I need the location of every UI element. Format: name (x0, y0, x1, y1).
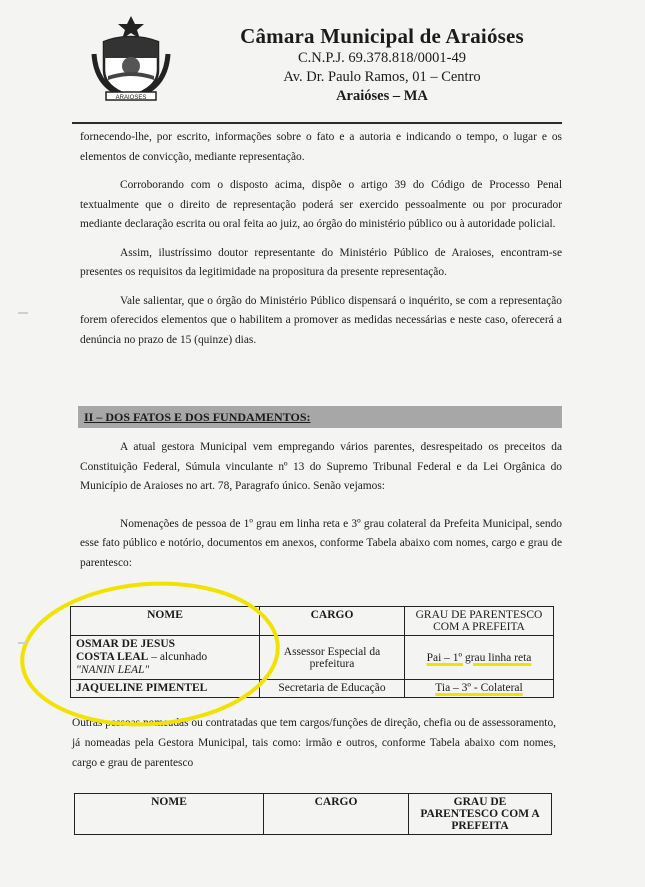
address-line: Av. Dr. Paulo Ramos, 01 – Centro (283, 69, 481, 85)
paragraph-3: Assim, ilustríssimo doutor representante do Ministério Público de Araioses, encontram-se presentes os requisitos da legitimidade na propositura da presente representação. (80, 246, 562, 278)
scan-artifact (18, 642, 28, 644)
paragraph-2: Corroborando com o disposto acima, dispõe o artigo 39 do Código de Processo Penal textualmente que o direito de representação poderá ser exercido pessoalmente ou por procurador mediante declaração escrita ou oral feita ao juiz, ao órgão do ministério público ou à autoridade policial. (80, 179, 562, 230)
paragraph-1: fornecendo-lhe, por escrito, informações sobre o fato e a autoria e indicando o tempo, o lugar e os elementos de convicção, mediante representação. (80, 131, 562, 163)
col-header-nome: NOME (75, 794, 264, 835)
cell-name: JAQUELINE PIMENTEL (71, 680, 260, 698)
col-header-cargo: CARGO (260, 607, 405, 636)
paragraph-4: Vale salientar, que o órgão do Ministério Público dispensará o inquérito, se com a representação forem oferecidos elementos que o habilitem a promover as medidas necessárias e neste caso, oferecerá a denúncia no prazo de 15 (quinze) dias. (80, 294, 562, 346)
highlight-circle (17, 575, 282, 733)
name-part-2: COSTA LEAL (76, 651, 149, 663)
col-header-cargo: CARGO (264, 794, 409, 835)
name-part-1: OSMAR DE JESUS (76, 638, 176, 650)
col-header-nome: NOME (71, 607, 260, 636)
after-table-paragraph: Outras pessoas nomeadas ou contratadas que tem cargos/funções de direção, chefia ou de assessoramento, já nomeadas pela Gestora Municipal, tais como: irmão e outros, conforme Tabela abaixo com nomes, cargo e grau de parentesco (72, 717, 556, 769)
section-heading: II – DOS FATOS E DOS FUNDAMENTOS: (78, 406, 562, 428)
cnpj-line: C.N.P.J. 69.378.818/0001-49 (298, 50, 466, 66)
cell-cargo: Assessor Especial da prefeitura (260, 636, 405, 680)
crest-ribbon-text: ARAIOSES (115, 95, 147, 101)
section-paragraph-2: Nomenações de pessoa de 1º grau em linha reta e 3º grau colateral da Prefeita Municipal, sendo esse fato público e notório, documentos em anexos, conforme Tabela abaixo com nomes, cargo e grau de parentesco: (80, 517, 562, 569)
cell-cargo: Secretaria de Educação (260, 680, 405, 698)
institution-title: Câmara Municipal de Araióses (240, 24, 524, 48)
city-line: Araióses – MA (336, 88, 428, 104)
grau-highlight: Tia – 3º - Colateral (435, 682, 523, 694)
alias-prefix: – alcunhado (151, 651, 208, 663)
section-paragraph-1: A atual gestora Municipal vem empregando vários parentes, desrespeitado os preceitos da Constituição Federal, Súmula vinculante nº 13 do Supremo Tribunal Federal e da Lei Orgânica do Município de Araioses no art. 78, Paragrafo único. Senão vejamos: (80, 441, 562, 492)
col-header-grau: GRAU DE PARENTESCO COM A PREFEITA (409, 794, 552, 835)
alias-name: "NANIN LEAL" (76, 664, 150, 676)
scan-artifact (18, 312, 28, 314)
col-header-grau: GRAU DE PARENTESCO COM A PREFEITA (405, 607, 554, 636)
grau-highlight: Pai – 1º grau linha reta (426, 651, 532, 664)
